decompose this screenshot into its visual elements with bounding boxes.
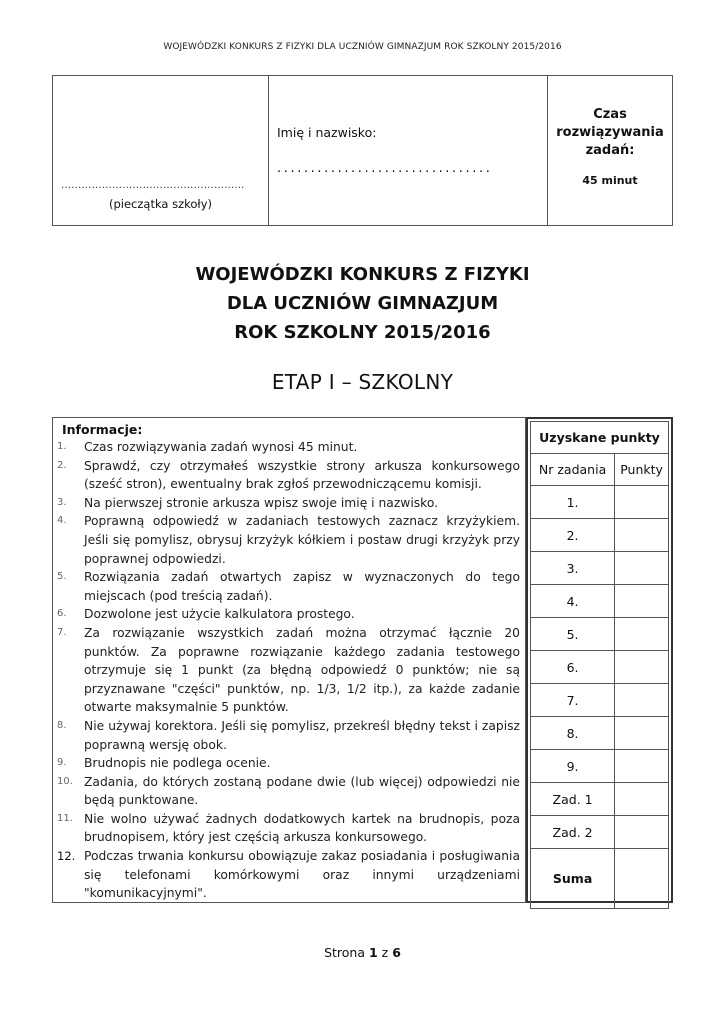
item-number: 6. bbox=[57, 608, 67, 620]
table-row bbox=[531, 684, 669, 717]
table-row bbox=[531, 717, 669, 750]
task-number: 4. bbox=[531, 585, 615, 618]
page-number: 1 bbox=[368, 945, 378, 960]
item-text: Podczas trwania konkursu obowiązuje zakaz posiadania i posługiwania się telefonami komórkowymi oraz innymi urządzeniami "komunikacyjnymi". bbox=[84, 849, 520, 901]
page-footer bbox=[0, 945, 725, 960]
list-item bbox=[57, 624, 521, 717]
points-cell[interactable] bbox=[615, 684, 669, 717]
information-list bbox=[57, 438, 521, 903]
list-item bbox=[57, 457, 521, 494]
list-item bbox=[57, 773, 521, 810]
time-label: Czas rozwiązywania zadań: bbox=[556, 107, 664, 158]
points-cell[interactable] bbox=[615, 618, 669, 651]
running-header: WOJEWÓDZKI KONKURS Z FIZYKI DLA UCZNIÓW GIMNAZJUM ROK SZKOLNY 2015/2016 bbox=[163, 42, 562, 52]
table-row bbox=[531, 618, 669, 651]
task-number: 6. bbox=[531, 651, 615, 684]
item-text: Poprawną odpowiedź w zadaniach testowych zaznacz krzyżykiem. Jeśli się pomylisz, obrysuj krzyżyk kółkiem i postaw drugi krzyżyk przy poprawnej odpowiedzi. bbox=[84, 514, 520, 566]
list-item bbox=[57, 512, 521, 568]
title-line: WOJEWÓDZKI KONKURS Z FIZYKI bbox=[195, 264, 530, 285]
column-header-points: Punkty bbox=[615, 454, 669, 486]
item-number: 11. bbox=[57, 812, 73, 824]
task-number: 9. bbox=[531, 750, 615, 783]
item-text: Brudnopis nie podlega ocenie. bbox=[84, 756, 271, 771]
list-item bbox=[57, 847, 521, 903]
points-cell[interactable] bbox=[615, 717, 669, 750]
page-total: 6 bbox=[392, 945, 401, 960]
points-cell[interactable] bbox=[615, 816, 669, 849]
school-stamp-cell bbox=[53, 76, 269, 225]
item-number: 12. bbox=[57, 849, 76, 864]
list-item bbox=[57, 605, 521, 624]
item-number: 3. bbox=[57, 496, 67, 508]
footer-of: z bbox=[381, 945, 389, 960]
list-item bbox=[57, 438, 521, 457]
item-number: 7. bbox=[57, 626, 67, 638]
stage-title: ETAP I – SZKOLNY bbox=[271, 370, 454, 394]
table-row bbox=[531, 552, 669, 585]
task-number: 8. bbox=[531, 717, 615, 750]
item-text: Czas rozwiązywania zadań wynosi 45 minut. bbox=[84, 440, 358, 454]
task-number: 2. bbox=[531, 519, 615, 552]
score-table bbox=[530, 421, 669, 909]
item-text: Nie wolno używać żadnych dodatkowych kartek na brudnopis, poza brudnopisem, który jest częścią arkusza konkursowego. bbox=[84, 811, 520, 845]
item-number: 10. bbox=[57, 775, 73, 787]
information-heading: Informacje: bbox=[62, 422, 143, 437]
item-text: Za rozwiązanie wszystkich zadań można otrzymać łącznie 20 punktów. Za poprawne rozwiązanie każdego zadania testowego otrzymuje się 1 punkt (za błędną odpowiedź 0 punktów; nie są przyznawane "części" punktów, np. 1/3, 1/2 itp.), za każde zadanie otwarte maksymalnie 5 punktów. bbox=[84, 625, 520, 715]
item-number: 8. bbox=[57, 719, 67, 731]
task-number: Zad. 1 bbox=[531, 783, 615, 816]
table-row bbox=[531, 486, 669, 519]
page-title bbox=[0, 260, 725, 347]
table-row bbox=[531, 651, 669, 684]
table-row bbox=[531, 816, 669, 849]
column-header-task: Nr zadania bbox=[531, 454, 615, 486]
points-cell[interactable] bbox=[615, 519, 669, 552]
points-cell[interactable] bbox=[615, 552, 669, 585]
header-table bbox=[52, 75, 673, 226]
stamp-label: (pieczątka szkoły) bbox=[108, 197, 212, 211]
task-number: Zad. 2 bbox=[531, 816, 615, 849]
table-row bbox=[531, 585, 669, 618]
list-item bbox=[57, 494, 521, 513]
sum-label: Suma bbox=[531, 849, 615, 909]
time-value: 45 minut bbox=[582, 174, 638, 187]
score-box bbox=[526, 417, 673, 903]
sum-points-cell[interactable] bbox=[615, 849, 669, 909]
points-cell[interactable] bbox=[615, 585, 669, 618]
points-cell[interactable] bbox=[615, 750, 669, 783]
score-table-title: Uzyskane punkty bbox=[531, 422, 669, 454]
item-text: Sprawdź, czy otrzymałeś wszystkie strony arkusza konkursowego (sześć stron), ewentualny brak zgłoś przewodniczącemu komisji. bbox=[84, 458, 520, 492]
item-text: Rozwiązania zadań otwartych zapisz w wyznaczonych do tego miejscach (pod treścią zadań). bbox=[84, 570, 520, 603]
name-label: Imię i nazwisko: bbox=[277, 125, 377, 140]
item-text: Dozwolone jest użycie kalkulatora prostego. bbox=[84, 607, 355, 622]
item-text: Na pierwszej stronie arkusza wpisz swoje imię i nazwisko. bbox=[84, 495, 439, 510]
stamp-dotted-line: ……………………………………………… bbox=[61, 180, 245, 191]
task-number: 7. bbox=[531, 684, 615, 717]
title-line: DLA UCZNIÓW GIMNAZJUM bbox=[226, 293, 499, 314]
task-number: 1. bbox=[531, 486, 615, 519]
points-cell[interactable] bbox=[615, 651, 669, 684]
table-row bbox=[531, 519, 669, 552]
points-cell[interactable] bbox=[615, 783, 669, 816]
item-number: 2. bbox=[57, 459, 67, 471]
item-number: 1. bbox=[57, 441, 67, 452]
sum-row bbox=[531, 849, 669, 909]
points-cell[interactable] bbox=[615, 486, 669, 519]
table-row bbox=[531, 750, 669, 783]
task-number: 5. bbox=[531, 618, 615, 651]
list-item bbox=[57, 568, 521, 605]
list-item bbox=[57, 754, 521, 773]
item-text: Nie używaj korektora. Jeśli się pomylisz, przekreśl błędny tekst i zapisz poprawną wersję obok. bbox=[84, 718, 520, 752]
title-line: ROK SZKOLNY 2015/2016 bbox=[234, 322, 491, 343]
item-text: Zadania, do których zostaną podane dwie (lub więcej) odpowiedzi nie będą punktowane. bbox=[84, 774, 520, 808]
time-limit-cell bbox=[548, 76, 672, 225]
table-row bbox=[531, 783, 669, 816]
item-number: 4. bbox=[57, 515, 67, 527]
item-number: 9. bbox=[57, 757, 67, 769]
list-item bbox=[57, 810, 521, 847]
information-box bbox=[52, 417, 526, 903]
student-name-cell bbox=[269, 76, 548, 225]
footer-prefix: Strona bbox=[324, 945, 365, 960]
item-number: 5. bbox=[57, 571, 67, 583]
task-number: 3. bbox=[531, 552, 615, 585]
name-dotted-line: ................................ bbox=[277, 161, 493, 176]
list-item bbox=[57, 717, 521, 754]
